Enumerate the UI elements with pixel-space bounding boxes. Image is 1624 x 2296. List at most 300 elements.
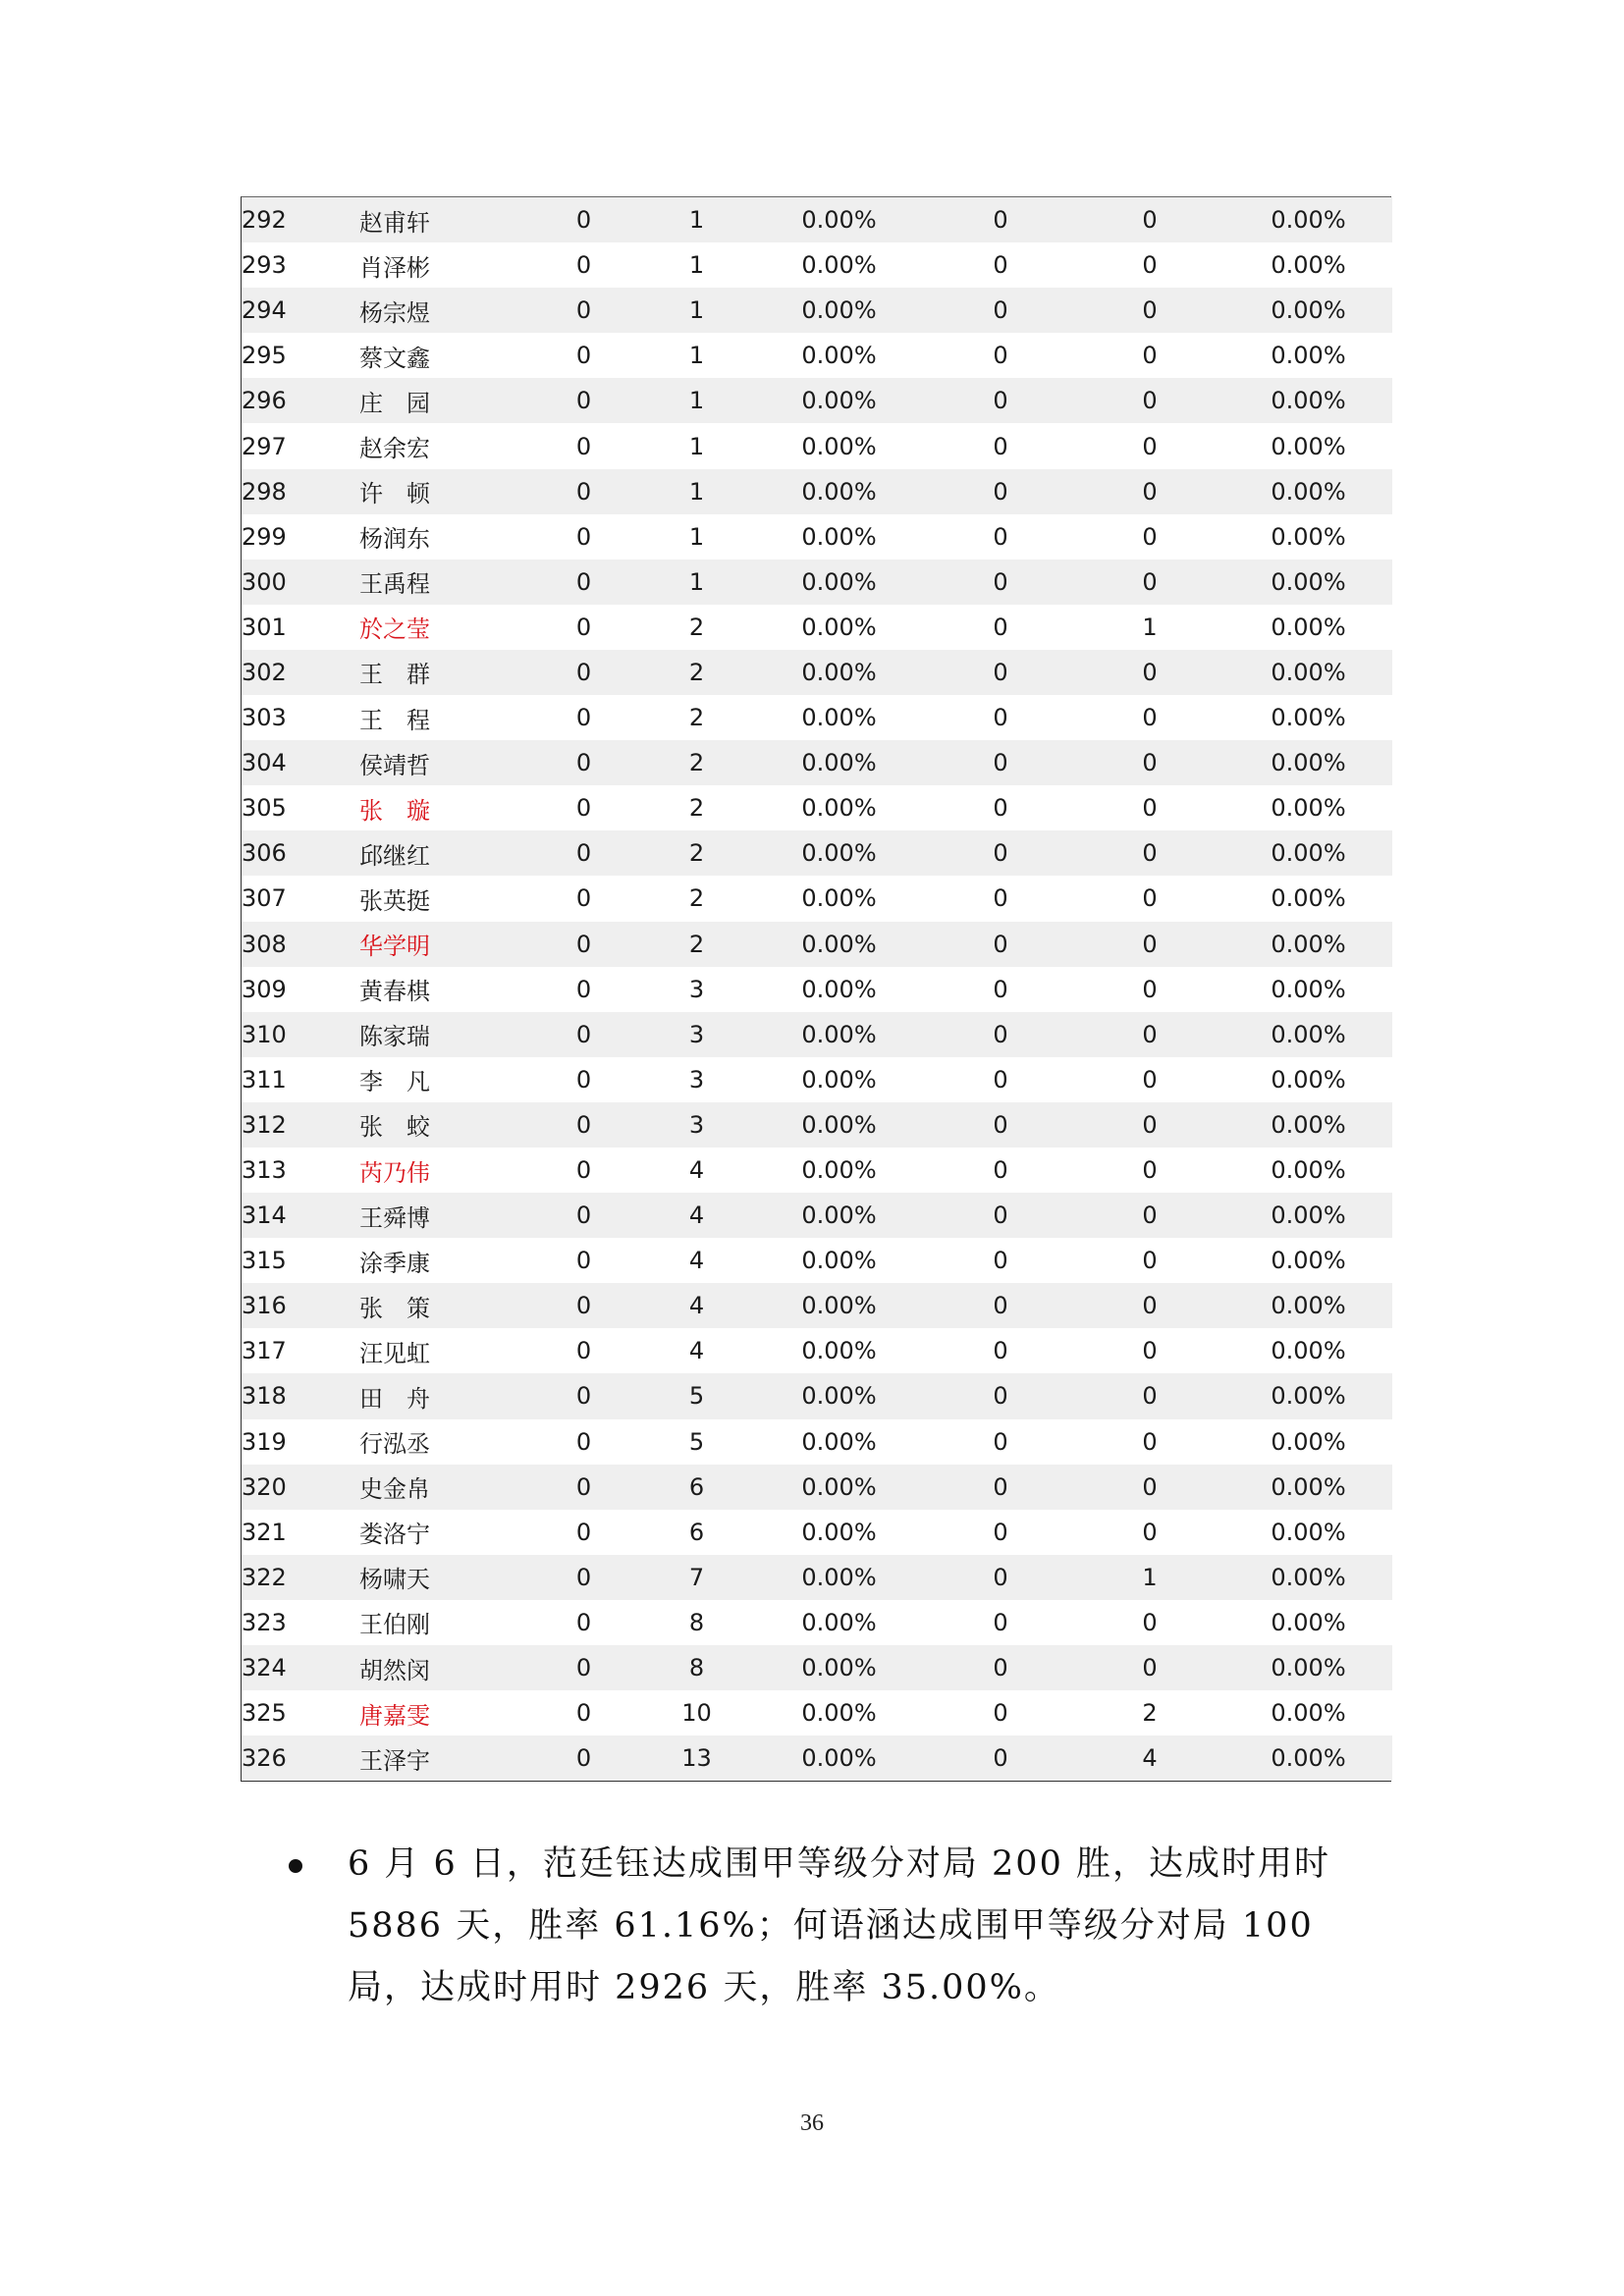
- cell-col-8: 0.00%: [1224, 1283, 1392, 1328]
- cell-rank: 317: [242, 1328, 359, 1373]
- cell-col-6: 0: [926, 1690, 1075, 1735]
- table-row: [242, 1419, 1392, 1465]
- cell-col-7: 0: [1075, 560, 1224, 605]
- cell-col-8: 0.00%: [1224, 1510, 1392, 1555]
- cell-col-3: 0: [526, 1419, 641, 1465]
- cell-col-4: 1: [641, 333, 752, 378]
- cell-col-7: 1: [1075, 1555, 1224, 1600]
- cell-player-name: 王禹程: [359, 560, 526, 605]
- cell-player-name: 陈家瑞: [359, 1012, 526, 1057]
- cell-rank: 292: [242, 197, 359, 242]
- table-row: [242, 1148, 1392, 1193]
- cell-col-4: 6: [641, 1465, 752, 1510]
- cell-col-7: 2: [1075, 1690, 1224, 1735]
- cell-col-4: 5: [641, 1419, 752, 1465]
- cell-col-4: 2: [641, 876, 752, 921]
- cell-col-4: 13: [641, 1735, 752, 1781]
- cell-rank: 303: [242, 695, 359, 740]
- cell-col-6: 0: [926, 1373, 1075, 1418]
- cell-col-3: 0: [526, 922, 641, 967]
- cell-col-5: 0.00%: [752, 1600, 926, 1645]
- cell-col-6: 0: [926, 560, 1075, 605]
- cell-col-8: 0.00%: [1224, 1690, 1392, 1735]
- cell-col-3: 0: [526, 1510, 641, 1555]
- cell-col-4: 1: [641, 288, 752, 333]
- cell-col-6: 0: [926, 1012, 1075, 1057]
- cell-col-8: 0.00%: [1224, 423, 1392, 468]
- table-row: [242, 1373, 1392, 1418]
- table-row: [242, 1645, 1392, 1690]
- cell-col-4: 1: [641, 242, 752, 288]
- cell-col-8: 0.00%: [1224, 922, 1392, 967]
- cell-col-3: 0: [526, 876, 641, 921]
- table-row: [242, 1510, 1392, 1555]
- cell-col-3: 0: [526, 514, 641, 560]
- cell-col-5: 0.00%: [752, 605, 926, 650]
- cell-player-name: 张 璇: [359, 785, 526, 830]
- cell-player-name: 赵甫轩: [359, 197, 526, 242]
- cell-col-8: 0.00%: [1224, 695, 1392, 740]
- cell-col-6: 0: [926, 1238, 1075, 1283]
- cell-player-name: 芮乃伟: [359, 1148, 526, 1193]
- cell-rank: 305: [242, 785, 359, 830]
- cell-col-5: 0.00%: [752, 1012, 926, 1057]
- table-row: [242, 423, 1392, 468]
- cell-player-name: 邱继红: [359, 830, 526, 876]
- page-number: 36: [800, 2110, 824, 2136]
- cell-col-8: 0.00%: [1224, 1465, 1392, 1510]
- cell-player-name: 肖泽彬: [359, 242, 526, 288]
- cell-col-6: 0: [926, 650, 1075, 695]
- table-row: [242, 514, 1392, 560]
- cell-col-4: 2: [641, 605, 752, 650]
- cell-col-4: 2: [641, 695, 752, 740]
- cell-col-7: 0: [1075, 1193, 1224, 1238]
- cell-col-5: 0.00%: [752, 1465, 926, 1510]
- cell-col-7: 0: [1075, 1510, 1224, 1555]
- cell-col-7: 0: [1075, 1012, 1224, 1057]
- cell-rank: 315: [242, 1238, 359, 1283]
- cell-col-4: 4: [641, 1193, 752, 1238]
- table-row: [242, 1690, 1392, 1735]
- cell-col-5: 0.00%: [752, 514, 926, 560]
- cell-col-4: 3: [641, 1102, 752, 1148]
- table-row: [242, 1238, 1392, 1283]
- cell-rank: 314: [242, 1193, 359, 1238]
- cell-col-3: 0: [526, 1735, 641, 1781]
- cell-col-5: 0.00%: [752, 1102, 926, 1148]
- table-row: [242, 650, 1392, 695]
- cell-rank: 308: [242, 922, 359, 967]
- cell-col-4: 8: [641, 1600, 752, 1645]
- cell-col-6: 0: [926, 1328, 1075, 1373]
- cell-col-3: 0: [526, 967, 641, 1012]
- cell-rank: 307: [242, 876, 359, 921]
- cell-player-name: 王 群: [359, 650, 526, 695]
- cell-rank: 304: [242, 740, 359, 785]
- cell-col-3: 0: [526, 560, 641, 605]
- cell-col-5: 0.00%: [752, 560, 926, 605]
- cell-col-3: 0: [526, 650, 641, 695]
- cell-col-8: 0.00%: [1224, 967, 1392, 1012]
- cell-rank: 297: [242, 423, 359, 468]
- table-row: [242, 333, 1392, 378]
- cell-col-4: 1: [641, 514, 752, 560]
- cell-col-5: 0.00%: [752, 967, 926, 1012]
- cell-player-name: 杨宗煜: [359, 288, 526, 333]
- cell-player-name: 华学明: [359, 922, 526, 967]
- cell-col-6: 0: [926, 1419, 1075, 1465]
- cell-col-6: 0: [926, 288, 1075, 333]
- cell-col-8: 0.00%: [1224, 514, 1392, 560]
- cell-col-7: 0: [1075, 288, 1224, 333]
- cell-col-5: 0.00%: [752, 1283, 926, 1328]
- cell-col-5: 0.00%: [752, 1419, 926, 1465]
- cell-col-7: 0: [1075, 922, 1224, 967]
- cell-col-3: 0: [526, 1465, 641, 1510]
- cell-col-3: 0: [526, 1645, 641, 1690]
- cell-col-4: 4: [641, 1148, 752, 1193]
- cell-col-3: 0: [526, 469, 641, 514]
- table-row: [242, 1102, 1392, 1148]
- table-row: [242, 1600, 1392, 1645]
- cell-rank: 316: [242, 1283, 359, 1328]
- bullet-icon: [289, 1859, 302, 1873]
- cell-player-name: 王伯刚: [359, 1600, 526, 1645]
- cell-col-4: 10: [641, 1690, 752, 1735]
- cell-col-5: 0.00%: [752, 650, 926, 695]
- cell-col-4: 4: [641, 1283, 752, 1328]
- cell-col-8: 0.00%: [1224, 1012, 1392, 1057]
- cell-col-7: 0: [1075, 695, 1224, 740]
- cell-col-4: 2: [641, 922, 752, 967]
- cell-col-3: 0: [526, 1148, 641, 1193]
- cell-rank: 312: [242, 1102, 359, 1148]
- cell-col-8: 0.00%: [1224, 197, 1392, 242]
- cell-col-5: 0.00%: [752, 785, 926, 830]
- cell-rank: 298: [242, 469, 359, 514]
- cell-col-5: 0.00%: [752, 1735, 926, 1781]
- cell-col-4: 1: [641, 378, 752, 423]
- cell-col-5: 0.00%: [752, 1193, 926, 1238]
- ranking-table-container: [241, 196, 1391, 1782]
- table-row: [242, 922, 1392, 967]
- cell-rank: 299: [242, 514, 359, 560]
- cell-rank: 301: [242, 605, 359, 650]
- cell-player-name: 史金帛: [359, 1465, 526, 1510]
- cell-col-5: 0.00%: [752, 242, 926, 288]
- table-row: [242, 1465, 1392, 1510]
- cell-col-7: 0: [1075, 967, 1224, 1012]
- cell-col-4: 1: [641, 197, 752, 242]
- cell-col-6: 0: [926, 378, 1075, 423]
- cell-col-7: 0: [1075, 333, 1224, 378]
- cell-col-5: 0.00%: [752, 1328, 926, 1373]
- table-row: [242, 560, 1392, 605]
- cell-col-6: 0: [926, 469, 1075, 514]
- cell-col-8: 0.00%: [1224, 740, 1392, 785]
- cell-col-3: 0: [526, 333, 641, 378]
- cell-col-6: 0: [926, 1193, 1075, 1238]
- cell-col-7: 0: [1075, 1600, 1224, 1645]
- cell-col-8: 0.00%: [1224, 378, 1392, 423]
- cell-col-6: 0: [926, 967, 1075, 1012]
- cell-col-7: 0: [1075, 514, 1224, 560]
- cell-col-8: 0.00%: [1224, 605, 1392, 650]
- cell-col-6: 0: [926, 1465, 1075, 1510]
- table-row: [242, 830, 1392, 876]
- cell-col-3: 0: [526, 830, 641, 876]
- cell-col-6: 0: [926, 1555, 1075, 1600]
- table-row: [242, 378, 1392, 423]
- cell-col-6: 0: [926, 830, 1075, 876]
- cell-col-3: 0: [526, 1600, 641, 1645]
- cell-col-6: 0: [926, 922, 1075, 967]
- cell-col-7: 0: [1075, 740, 1224, 785]
- cell-col-7: 0: [1075, 242, 1224, 288]
- cell-col-6: 0: [926, 242, 1075, 288]
- cell-rank: 321: [242, 1510, 359, 1555]
- cell-col-8: 0.00%: [1224, 1419, 1392, 1465]
- cell-player-name: 涂季康: [359, 1238, 526, 1283]
- cell-col-3: 0: [526, 695, 641, 740]
- cell-col-3: 0: [526, 785, 641, 830]
- cell-col-6: 0: [926, 785, 1075, 830]
- cell-col-5: 0.00%: [752, 378, 926, 423]
- table-row: [242, 469, 1392, 514]
- cell-rank: 320: [242, 1465, 359, 1510]
- cell-col-4: 2: [641, 650, 752, 695]
- cell-col-8: 0.00%: [1224, 469, 1392, 514]
- cell-col-6: 0: [926, 1645, 1075, 1690]
- table-row: [242, 605, 1392, 650]
- cell-rank: 296: [242, 378, 359, 423]
- cell-col-3: 0: [526, 1193, 641, 1238]
- news-note: [291, 1834, 1395, 2019]
- cell-rank: 319: [242, 1419, 359, 1465]
- cell-player-name: 胡然闵: [359, 1645, 526, 1690]
- cell-col-6: 0: [926, 695, 1075, 740]
- cell-player-name: 王泽宇: [359, 1735, 526, 1781]
- cell-col-8: 0.00%: [1224, 1238, 1392, 1283]
- cell-col-5: 0.00%: [752, 423, 926, 468]
- cell-player-name: 张 策: [359, 1283, 526, 1328]
- cell-player-name: 侯靖哲: [359, 740, 526, 785]
- cell-col-4: 3: [641, 1057, 752, 1102]
- cell-col-5: 0.00%: [752, 1645, 926, 1690]
- cell-col-6: 0: [926, 1283, 1075, 1328]
- cell-col-7: 0: [1075, 1328, 1224, 1373]
- table-row: [242, 967, 1392, 1012]
- cell-col-5: 0.00%: [752, 1238, 926, 1283]
- cell-col-5: 0.00%: [752, 695, 926, 740]
- cell-col-8: 0.00%: [1224, 650, 1392, 695]
- cell-player-name: 李 凡: [359, 1057, 526, 1102]
- cell-col-8: 0.00%: [1224, 288, 1392, 333]
- cell-player-name: 王 程: [359, 695, 526, 740]
- ranking-table: [242, 197, 1392, 1781]
- cell-player-name: 行泓丞: [359, 1419, 526, 1465]
- cell-rank: 306: [242, 830, 359, 876]
- cell-col-6: 0: [926, 876, 1075, 921]
- cell-col-4: 3: [641, 1012, 752, 1057]
- cell-col-4: 5: [641, 1373, 752, 1418]
- cell-col-5: 0.00%: [752, 197, 926, 242]
- cell-col-4: 2: [641, 830, 752, 876]
- cell-col-6: 0: [926, 1102, 1075, 1148]
- cell-player-name: 赵余宏: [359, 423, 526, 468]
- cell-col-7: 1: [1075, 605, 1224, 650]
- cell-col-6: 0: [926, 333, 1075, 378]
- table-row: [242, 740, 1392, 785]
- cell-player-name: 於之莹: [359, 605, 526, 650]
- cell-rank: 311: [242, 1057, 359, 1102]
- cell-col-5: 0.00%: [752, 830, 926, 876]
- cell-rank: 326: [242, 1735, 359, 1781]
- cell-col-8: 0.00%: [1224, 560, 1392, 605]
- cell-col-3: 0: [526, 1102, 641, 1148]
- table-row: [242, 876, 1392, 921]
- cell-col-7: 0: [1075, 830, 1224, 876]
- cell-col-5: 0.00%: [752, 922, 926, 967]
- cell-col-5: 0.00%: [752, 1148, 926, 1193]
- table-row: [242, 1283, 1392, 1328]
- cell-col-7: 0: [1075, 1645, 1224, 1690]
- cell-col-6: 0: [926, 1148, 1075, 1193]
- cell-col-3: 0: [526, 1238, 641, 1283]
- cell-col-5: 0.00%: [752, 1555, 926, 1600]
- cell-rank: 302: [242, 650, 359, 695]
- cell-col-6: 0: [926, 1735, 1075, 1781]
- cell-col-6: 0: [926, 423, 1075, 468]
- cell-col-3: 0: [526, 1012, 641, 1057]
- table-row: [242, 1193, 1392, 1238]
- table-row: [242, 695, 1392, 740]
- cell-col-6: 0: [926, 1600, 1075, 1645]
- cell-col-8: 0.00%: [1224, 1735, 1392, 1781]
- cell-col-8: 0.00%: [1224, 1373, 1392, 1418]
- cell-col-8: 0.00%: [1224, 333, 1392, 378]
- cell-col-6: 0: [926, 1510, 1075, 1555]
- cell-col-7: 0: [1075, 1238, 1224, 1283]
- cell-col-7: 0: [1075, 423, 1224, 468]
- table-row: [242, 1555, 1392, 1600]
- cell-col-6: 0: [926, 514, 1075, 560]
- cell-col-4: 2: [641, 740, 752, 785]
- cell-player-name: 田 舟: [359, 1373, 526, 1418]
- cell-player-name: 唐嘉雯: [359, 1690, 526, 1735]
- cell-col-7: 0: [1075, 1283, 1224, 1328]
- cell-col-3: 0: [526, 378, 641, 423]
- table-row: [242, 785, 1392, 830]
- cell-col-5: 0.00%: [752, 333, 926, 378]
- cell-col-7: 0: [1075, 650, 1224, 695]
- cell-col-8: 0.00%: [1224, 1148, 1392, 1193]
- cell-col-3: 0: [526, 288, 641, 333]
- cell-col-8: 0.00%: [1224, 1555, 1392, 1600]
- cell-rank: 300: [242, 560, 359, 605]
- table-row: [242, 242, 1392, 288]
- cell-rank: 318: [242, 1373, 359, 1418]
- cell-col-8: 0.00%: [1224, 1057, 1392, 1102]
- note-text: 6 月 6 日，范廷钰达成围甲等级分对局 200 胜，达成时用时 5886 天，胜率 61.16%；何语涵达成围甲等级分对局 100 局，达成时用时 2926 天，胜率 35.00%。: [348, 1844, 1330, 2007]
- cell-col-8: 0.00%: [1224, 876, 1392, 921]
- cell-col-4: 4: [641, 1328, 752, 1373]
- cell-col-3: 0: [526, 1690, 641, 1735]
- cell-col-3: 0: [526, 197, 641, 242]
- cell-col-7: 0: [1075, 785, 1224, 830]
- cell-player-name: 黄春棋: [359, 967, 526, 1012]
- cell-col-4: 1: [641, 423, 752, 468]
- cell-col-8: 0.00%: [1224, 1600, 1392, 1645]
- cell-col-7: 0: [1075, 1373, 1224, 1418]
- cell-col-7: 0: [1075, 197, 1224, 242]
- cell-rank: 325: [242, 1690, 359, 1735]
- cell-rank: 294: [242, 288, 359, 333]
- cell-col-4: 6: [641, 1510, 752, 1555]
- cell-player-name: 娄洛宁: [359, 1510, 526, 1555]
- cell-rank: 309: [242, 967, 359, 1012]
- cell-player-name: 王舜博: [359, 1193, 526, 1238]
- table-row: [242, 1012, 1392, 1057]
- cell-rank: 310: [242, 1012, 359, 1057]
- table-row: [242, 1328, 1392, 1373]
- cell-col-5: 0.00%: [752, 740, 926, 785]
- table-row: [242, 1735, 1392, 1781]
- cell-col-4: 1: [641, 560, 752, 605]
- table-row: [242, 197, 1392, 242]
- cell-player-name: 庄 园: [359, 378, 526, 423]
- cell-col-5: 0.00%: [752, 876, 926, 921]
- cell-col-7: 4: [1075, 1735, 1224, 1781]
- cell-player-name: 杨啸天: [359, 1555, 526, 1600]
- cell-col-3: 0: [526, 242, 641, 288]
- cell-col-8: 0.00%: [1224, 1645, 1392, 1690]
- cell-col-4: 4: [641, 1238, 752, 1283]
- cell-col-3: 0: [526, 423, 641, 468]
- cell-col-5: 0.00%: [752, 1690, 926, 1735]
- ranking-table-body: [242, 197, 1392, 1781]
- cell-col-3: 0: [526, 1555, 641, 1600]
- cell-col-4: 2: [641, 785, 752, 830]
- cell-col-7: 0: [1075, 1057, 1224, 1102]
- table-row: [242, 1057, 1392, 1102]
- cell-col-6: 0: [926, 1057, 1075, 1102]
- cell-col-4: 3: [641, 967, 752, 1012]
- cell-col-7: 0: [1075, 1419, 1224, 1465]
- cell-col-8: 0.00%: [1224, 785, 1392, 830]
- cell-col-5: 0.00%: [752, 469, 926, 514]
- cell-player-name: 许 顿: [359, 469, 526, 514]
- cell-col-3: 0: [526, 605, 641, 650]
- cell-col-7: 0: [1075, 876, 1224, 921]
- cell-col-4: 8: [641, 1645, 752, 1690]
- cell-rank: 295: [242, 333, 359, 378]
- cell-rank: 293: [242, 242, 359, 288]
- cell-col-8: 0.00%: [1224, 1193, 1392, 1238]
- cell-col-5: 0.00%: [752, 1057, 926, 1102]
- cell-col-3: 0: [526, 740, 641, 785]
- cell-player-name: 张英挺: [359, 876, 526, 921]
- cell-player-name: 蔡文鑫: [359, 333, 526, 378]
- table-row: [242, 288, 1392, 333]
- cell-col-7: 0: [1075, 1148, 1224, 1193]
- cell-col-6: 0: [926, 605, 1075, 650]
- cell-col-3: 0: [526, 1057, 641, 1102]
- cell-player-name: 张 蛟: [359, 1102, 526, 1148]
- cell-player-name: 杨润东: [359, 514, 526, 560]
- cell-col-4: 1: [641, 469, 752, 514]
